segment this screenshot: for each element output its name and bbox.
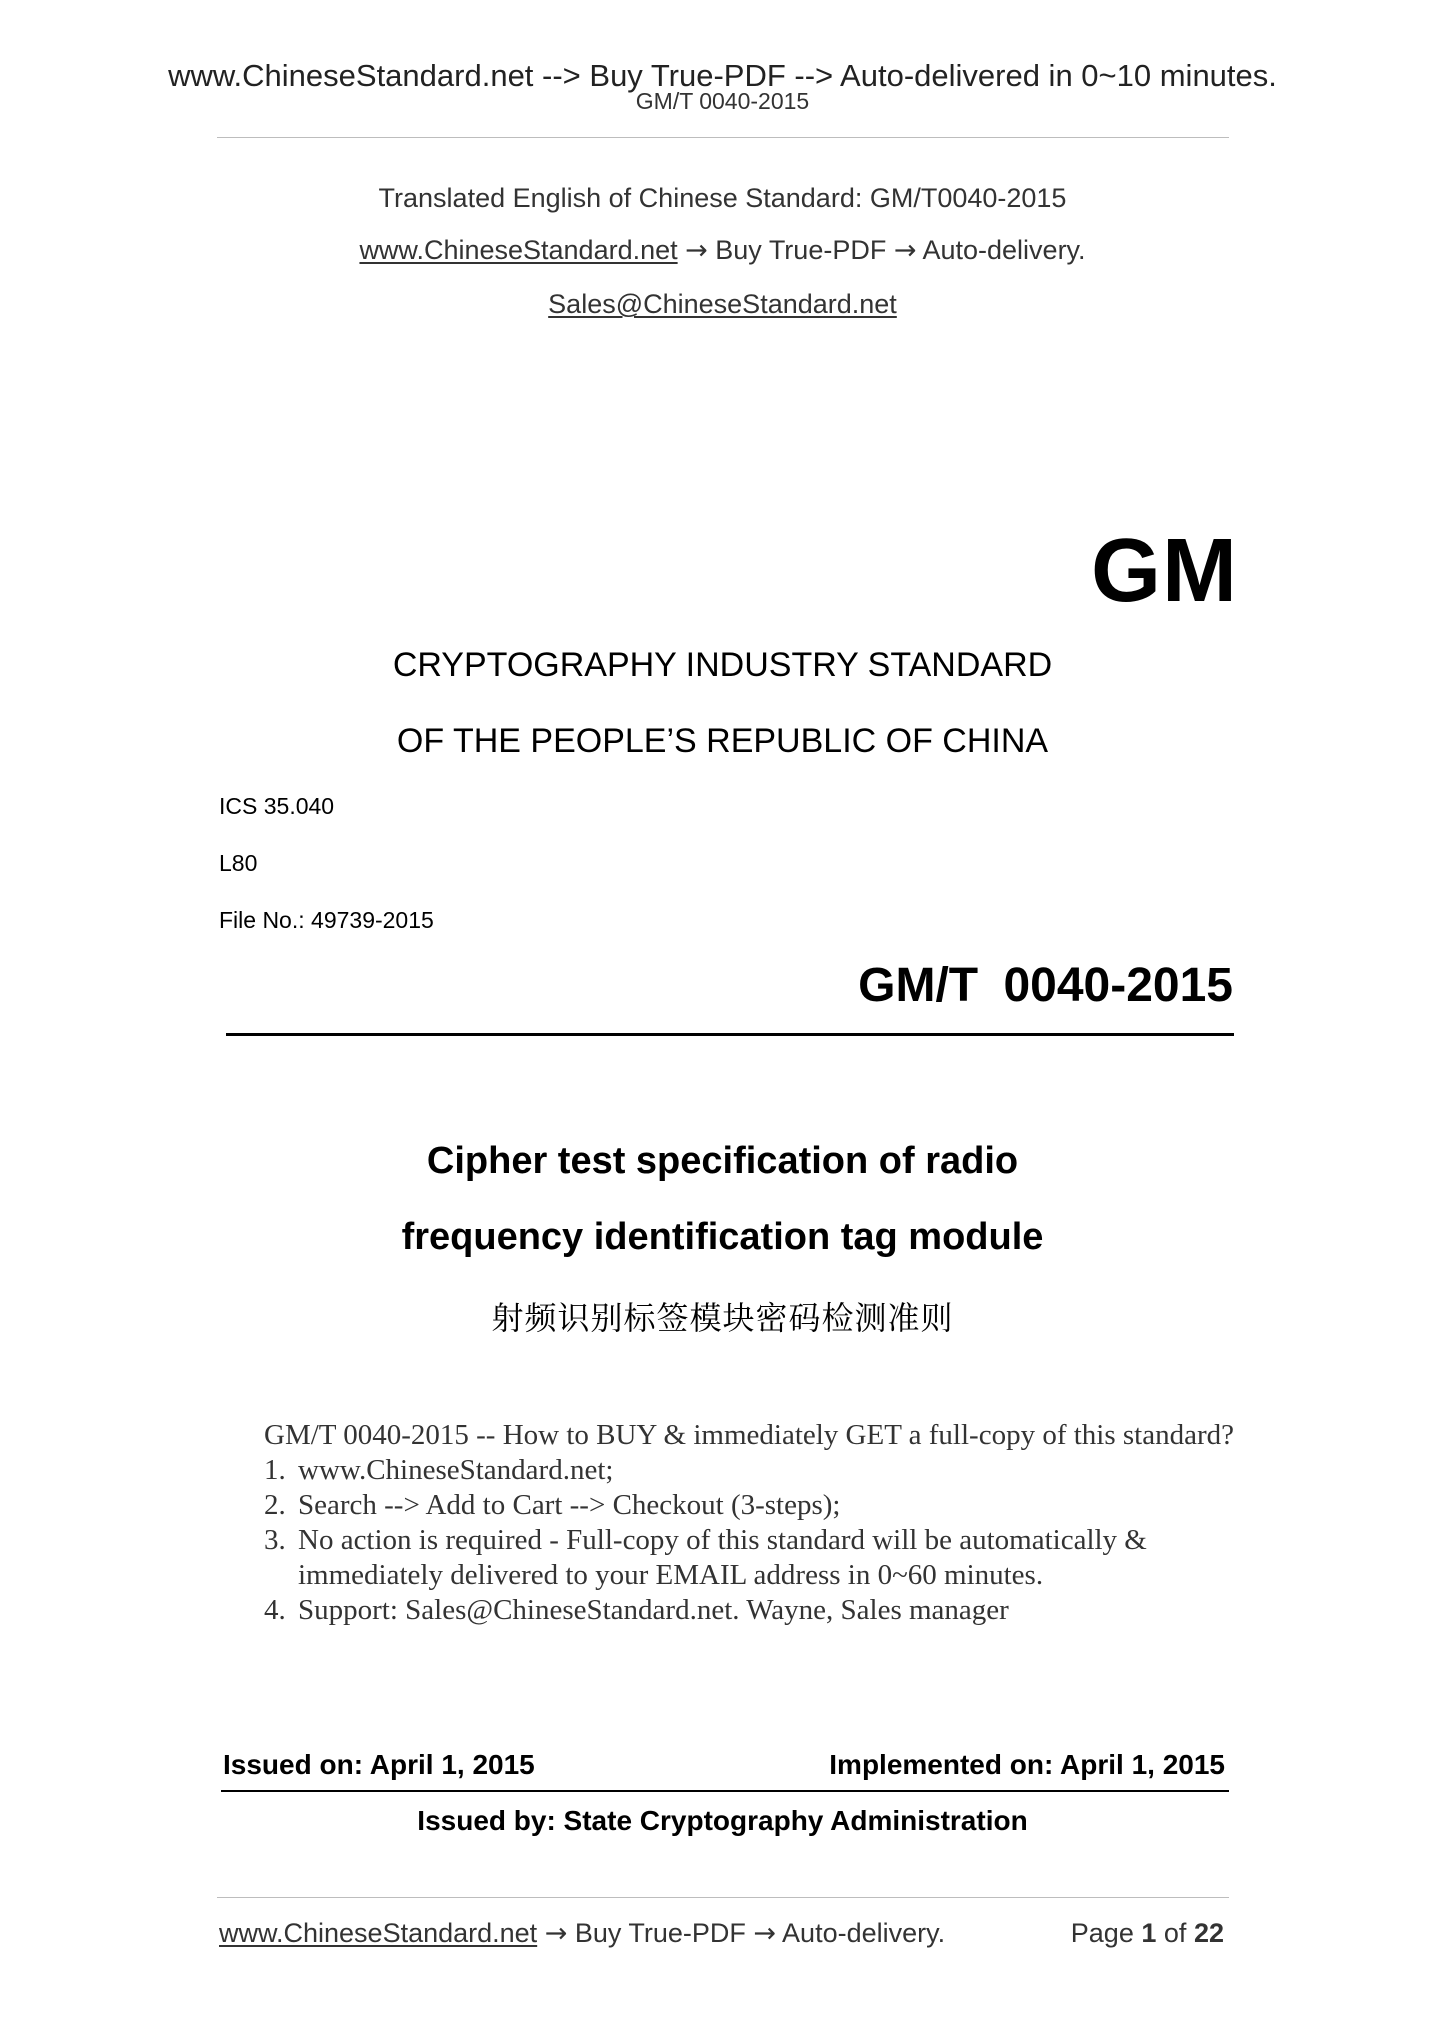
ics-code: ICS 35.040 — [219, 793, 335, 819]
document-title-line1: Cipher test specification of radio — [426, 1140, 1019, 1182]
arrow-right-icon: → — [685, 235, 708, 266]
page-indicator: Page 1 of 22 — [1070, 1918, 1224, 1948]
classification-code: L80 — [219, 850, 258, 876]
list-item: 3. No action is required - Full-copy of this standard will be automatically & — [264, 1524, 1147, 1556]
list-item: 4. Support: Sales@ChineseStandard.net. Wayne, Sales manager — [264, 1594, 1009, 1626]
issue-divider — [221, 1790, 1229, 1792]
list-item: immediately delivered to your EMAIL address in 0~60 minutes. — [298, 1559, 1044, 1591]
footer-site-link[interactable]: www.ChineseStandard.net — [219, 1918, 538, 1948]
document-title-line2: frequency identification tag module — [401, 1216, 1044, 1258]
standard-category-line2: OF THE PEOPLE’S REPUBLIC OF CHINA — [396, 722, 1049, 760]
arrow-right-icon: → — [893, 235, 917, 266]
translated-notice: Translated English of Chinese Standard: GM/T0040-2015 — [378, 183, 1067, 213]
auto-delivery-text: Auto-delivery. — [922, 235, 1086, 265]
arrow-right-icon: → — [544, 1918, 568, 1949]
title-divider — [226, 1033, 1234, 1036]
issuing-authority: Issued by: State Cryptography Administration — [417, 1805, 1028, 1836]
site-link[interactable]: www.ChineseStandard.net — [359, 235, 678, 265]
standard-category-line1: CRYPTOGRAPHY INDUSTRY STANDARD — [392, 646, 1053, 684]
standard-number: GM/T 0040-2015 — [858, 959, 1233, 1012]
implemented-on-date: Implemented on: April 1, 2015 — [829, 1749, 1225, 1780]
buy-true-pdf-text: Buy True-PDF — [715, 235, 887, 265]
purchase-line — [0, 235, 1445, 266]
buy-instructions — [264, 1418, 1234, 1628]
page-number: 1 — [1141, 1918, 1157, 1948]
buy-instructions-heading: GM/T 0040-2015 -- How to BUY & immediately GET a full-copy of this standard? — [264, 1419, 1234, 1451]
page-total: 22 — [1193, 1918, 1224, 1948]
list-item: 1. www.ChineseStandard.net; — [264, 1454, 614, 1486]
header-standard-code: GM/T 0040-2015 — [635, 88, 810, 114]
gm-mark: GM — [1091, 521, 1238, 621]
arrow-right-icon: → — [753, 1918, 777, 1949]
footer-purchase-line: www.ChineseStandard.net → Buy True-PDF → Auto-delivery. — [219, 1918, 946, 1949]
header-divider — [217, 137, 1229, 138]
footer-divider — [217, 1897, 1229, 1898]
file-number: File No.: 49739-2015 — [219, 907, 434, 933]
list-item: 2. Search --> Add to Cart --> Checkout (3-steps); — [264, 1489, 841, 1521]
document-title-chinese: 射频识别标签模块密码检测准则 — [491, 1299, 954, 1337]
issued-on-date: Issued on: April 1, 2015 — [223, 1749, 535, 1780]
sales-email-link[interactable]: Sales@ChineseStandard.net — [548, 289, 897, 319]
top-banner: www.ChineseStandard.net --> Buy True-PDF --> Auto-delivered in 0~10 minutes. — [168, 58, 1277, 93]
email-line — [0, 289, 1445, 320]
